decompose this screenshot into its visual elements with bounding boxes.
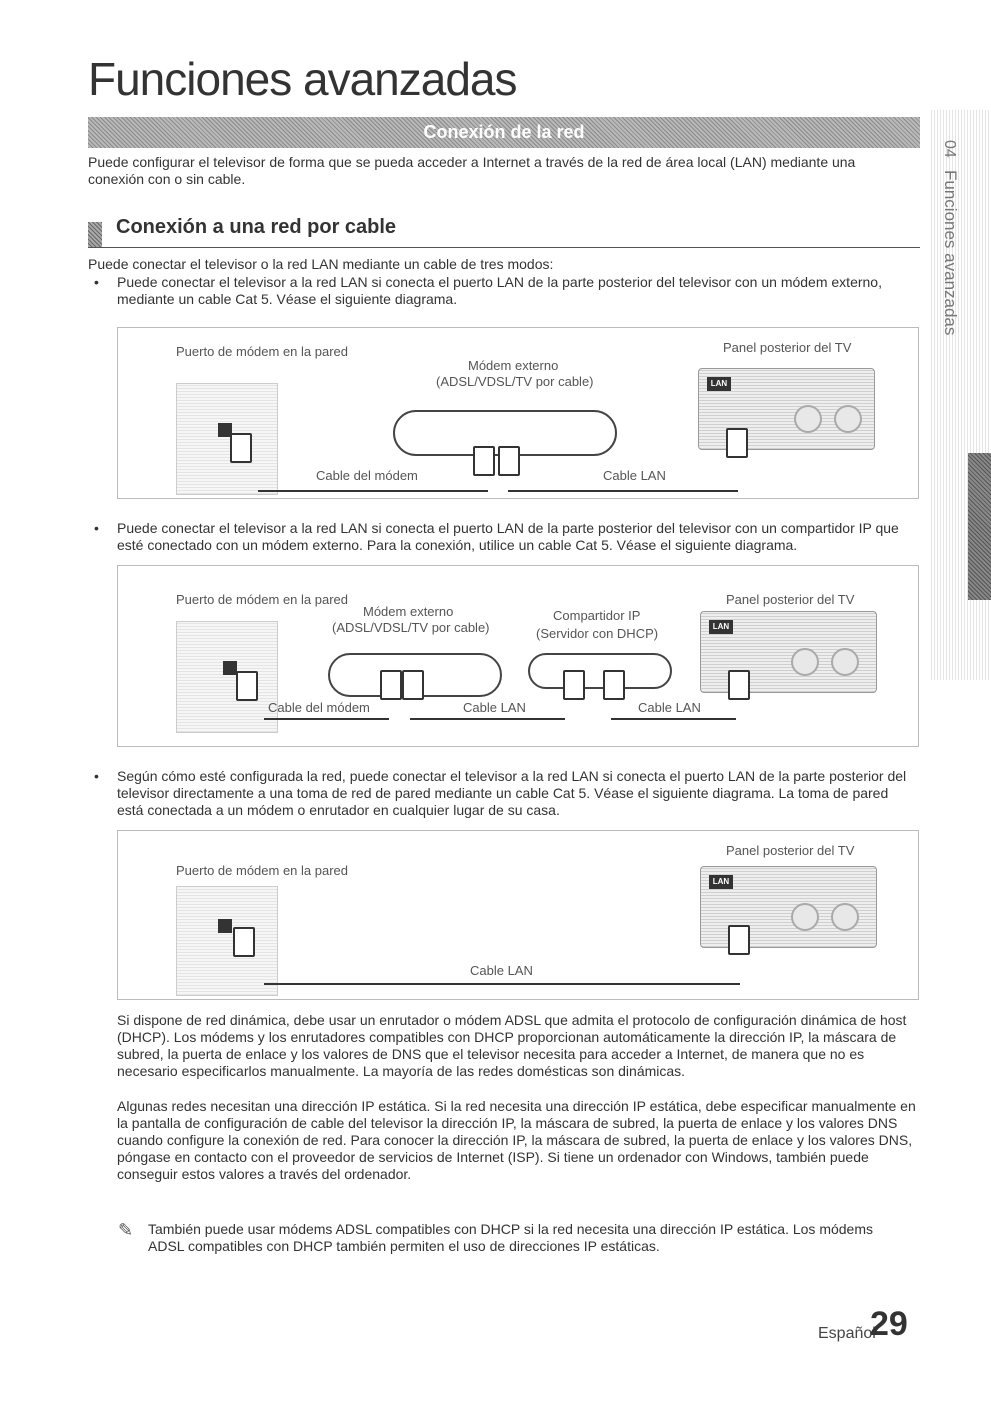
lan-cable-label: Cable LAN: [463, 700, 526, 715]
bullet-dot: •: [94, 768, 99, 784]
sharer-icon: [528, 653, 672, 689]
plug-icon: [728, 925, 750, 955]
cable-line: [508, 490, 738, 492]
plug-icon: [473, 446, 495, 476]
plug-icon: [726, 428, 748, 458]
tv-panel: [700, 611, 877, 693]
plug-icon: [380, 670, 402, 700]
cable-line: [264, 983, 740, 985]
tv-panel-label: Panel posterior del TV: [723, 340, 852, 355]
page-number: 29: [870, 1305, 908, 1343]
note-paragraph: También puede usar módems ADSL compatibles con DHCP si la red necesita una dirección IP estática. Los módems ADSL compatibles con DHCP también permiten el uso de direcciones IP estáticas.: [148, 1221, 873, 1254]
plug-icon: [402, 670, 424, 700]
plug-icon: [563, 670, 585, 700]
subhead-rule: [88, 247, 920, 248]
wall-socket: [218, 919, 232, 933]
wall: [176, 383, 278, 495]
section-header: Conexión de la red: [88, 117, 920, 148]
plug-icon: [728, 670, 750, 700]
subhead: Conexión a una red por cable: [116, 216, 397, 238]
modem-type-label: (ADSL/VDSL/TV por cable): [332, 620, 490, 635]
bullet-3: Según cómo esté configurada la red, puede conectar el televisor a la red LAN si conecta el puerto LAN de la parte posterior del televisor directamente a una toma de red de pared mediante un cable Cat 5. Véase el siguiente diagrama. La toma de pared está conectada a un módem o enrutador en cualquier lugar de su casa.: [117, 768, 907, 818]
lan-tag: LAN: [707, 377, 731, 391]
wall: [176, 621, 278, 733]
modem-cable-label: Cable del módem: [268, 700, 370, 715]
modem-label: Módem externo: [363, 604, 454, 619]
subhead-marker: [88, 222, 102, 248]
plug-icon: [236, 671, 258, 701]
cable-line: [410, 718, 565, 720]
diagram-wall: [117, 830, 919, 1000]
chapter-side-marker: [968, 453, 991, 600]
diagram-modem: [117, 327, 919, 499]
wall-port-label: Puerto de módem en la pared: [176, 863, 348, 878]
lead-paragraph: Puede conectar el televisor o la red LAN mediante un cable de tres modos:: [88, 256, 554, 272]
plug-icon: [498, 446, 520, 476]
chapter-number: 04: [941, 140, 958, 158]
port-icon: [791, 903, 819, 931]
sharer-label: Compartidor IP: [553, 608, 641, 623]
plug-icon: [233, 927, 255, 957]
lan-cable-label: Cable LAN: [603, 468, 666, 483]
modem-label: Módem externo: [468, 358, 559, 373]
static-ip-paragraph: Algunas redes necesitan una dirección IP estática. Si la red necesita una dirección IP estática, debe especificar manualmente en la pantalla de configuración de cable del televisor la dirección IP, la máscara de subred, la puerta de enlace y los valores DNS cuando configure la conexión de red. Para conocer la dirección IP, la máscara de subred, la puerta de enlace y los valores DNS, póngase en contacto con el proveedor de servicios de Internet (ISP). Si tiene un ordenador con Windows, también puede conseguir estos valores a través del ordenador.: [117, 1098, 916, 1182]
note-icon: ✎: [118, 1220, 134, 1240]
plug-icon: [603, 670, 625, 700]
lan-cable-label: Cable LAN: [638, 700, 701, 715]
bullet-dot: •: [94, 274, 99, 290]
modem-cable-label: Cable del módem: [316, 468, 418, 483]
footer-language: Español: [818, 1325, 876, 1342]
lan-cable-label: Cable LAN: [470, 963, 533, 978]
tv-panel: [698, 368, 875, 450]
bullet-1: Puede conectar el televisor a la red LAN si conecta el puerto LAN de la parte posterior del televisor con un módem externo, mediante un cable Cat 5. Véase el siguiente diagrama.: [117, 274, 882, 307]
modem-type-label: (ADSL/VDSL/TV por cable): [436, 374, 594, 389]
dhcp-paragraph: Si dispone de red dinámica, debe usar un enrutador o módem ADSL que admita el protocolo de configuración dinámica de host (DHCP). Los módems y los enrutadores compatibles con DHCP proporcionan automáticamente la dirección IP, la máscara de subred, la puerta de enlace y los valores de DNS que el televisor necesita para acceder a Internet, de manera que no es necesario especificarlos manualmente. La mayoría de las redes domésticas son dinámicas.: [117, 1012, 907, 1079]
cable-line: [264, 718, 389, 720]
lan-tag: LAN: [709, 620, 733, 634]
port-icon: [791, 648, 819, 676]
wall-port-label: Puerto de módem en la pared: [176, 344, 348, 359]
lan-tag: LAN: [709, 875, 733, 889]
cable-line: [258, 490, 488, 492]
cable-line: [611, 718, 736, 720]
intro-paragraph: Puede configurar el televisor de forma que se pueda acceder a Internet a través de la red de área local (LAN) mediante una conexión con o sin cable.: [88, 154, 856, 187]
wall: [176, 886, 278, 996]
tv-panel-label: Panel posterior del TV: [726, 843, 855, 858]
wall-socket: [223, 661, 237, 675]
diagram-sharer: [117, 565, 919, 747]
tv-panel-label: Panel posterior del TV: [726, 592, 855, 607]
sharer-type-label: (Servidor con DHCP): [536, 626, 659, 641]
plug-icon: [230, 433, 252, 463]
port-icon: [794, 405, 822, 433]
port-icon: [834, 405, 862, 433]
port-icon: [831, 903, 859, 931]
page-title: Funciones avanzadas: [88, 53, 517, 105]
tv-panel: [700, 866, 877, 948]
bullet-dot: •: [94, 520, 99, 536]
bullet-2: Puede conectar el televisor a la red LAN si conecta el puerto LAN de la parte posterior del televisor con un compartidor IP que esté conectado con un módem externo. Para la conexión, utilice un cable Cat 5. Véase el siguiente diagrama.: [117, 520, 899, 553]
wall-port-label: Puerto de módem en la pared: [176, 592, 348, 607]
port-icon: [831, 648, 859, 676]
chapter-label: Funciones avanzadas: [941, 170, 960, 336]
